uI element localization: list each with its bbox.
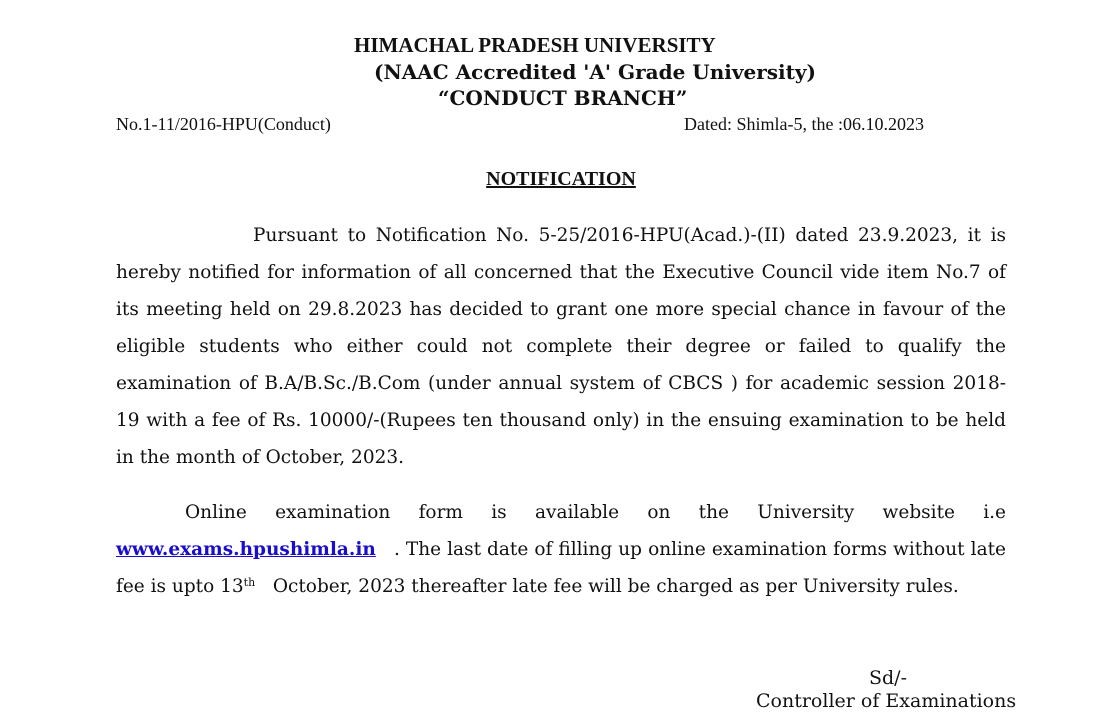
branch-name: “CONDUCT BRANCH”: [438, 86, 688, 110]
reference-number: No.1-11/2016-HPU(Conduct): [116, 114, 331, 134]
notification-title: NOTIFICATION: [486, 168, 636, 190]
ordinal-suffix: th: [243, 576, 256, 589]
paragraph-two-intro: Online examination form is available on the University website i.e: [185, 502, 1006, 523]
exams-website-link[interactable]: www.exams.hpushimla.in: [116, 539, 376, 560]
accreditation-line: (NAAC Accredited 'A' Grade University): [374, 60, 816, 84]
signatory-designation: Controller of Examinations: [756, 690, 1017, 712]
paragraph-one: Pursuant to Notification No. 5-25/2016-HPU(Acad.)-(II) dated 23.9.2023, it is hereby notified for information of all concerned that the Executive Council vide item No.7 of its meeting held on 29.8.2023 has decided to grant one more special chance in favour of the eligible students who either could not complete their degree or failed to qualify the examination of B.A/B.Sc./B.Com (under annual system of CBCS ) for academic session 2018-19 with a fee of Rs. 10000/-(Rupees ten thousand only) in the ensuing examination to be held in the month of October, 2023.: [116, 225, 1006, 468]
signature-sd: Sd/-: [869, 667, 907, 689]
paragraph-two: [116, 494, 1006, 605]
notification-date: Dated: Shimla-5, the :06.10.2023: [684, 114, 924, 134]
paragraph-two-last-date: . The last date of filling up online examination forms without late fee is upto 13: [116, 539, 1006, 597]
university-name: HIMACHAL PRADESH UNIVERSITY: [354, 33, 716, 57]
paragraph-two-ending: October, 2023 thereafter late fee will be charged as per University rules.: [272, 576, 959, 597]
